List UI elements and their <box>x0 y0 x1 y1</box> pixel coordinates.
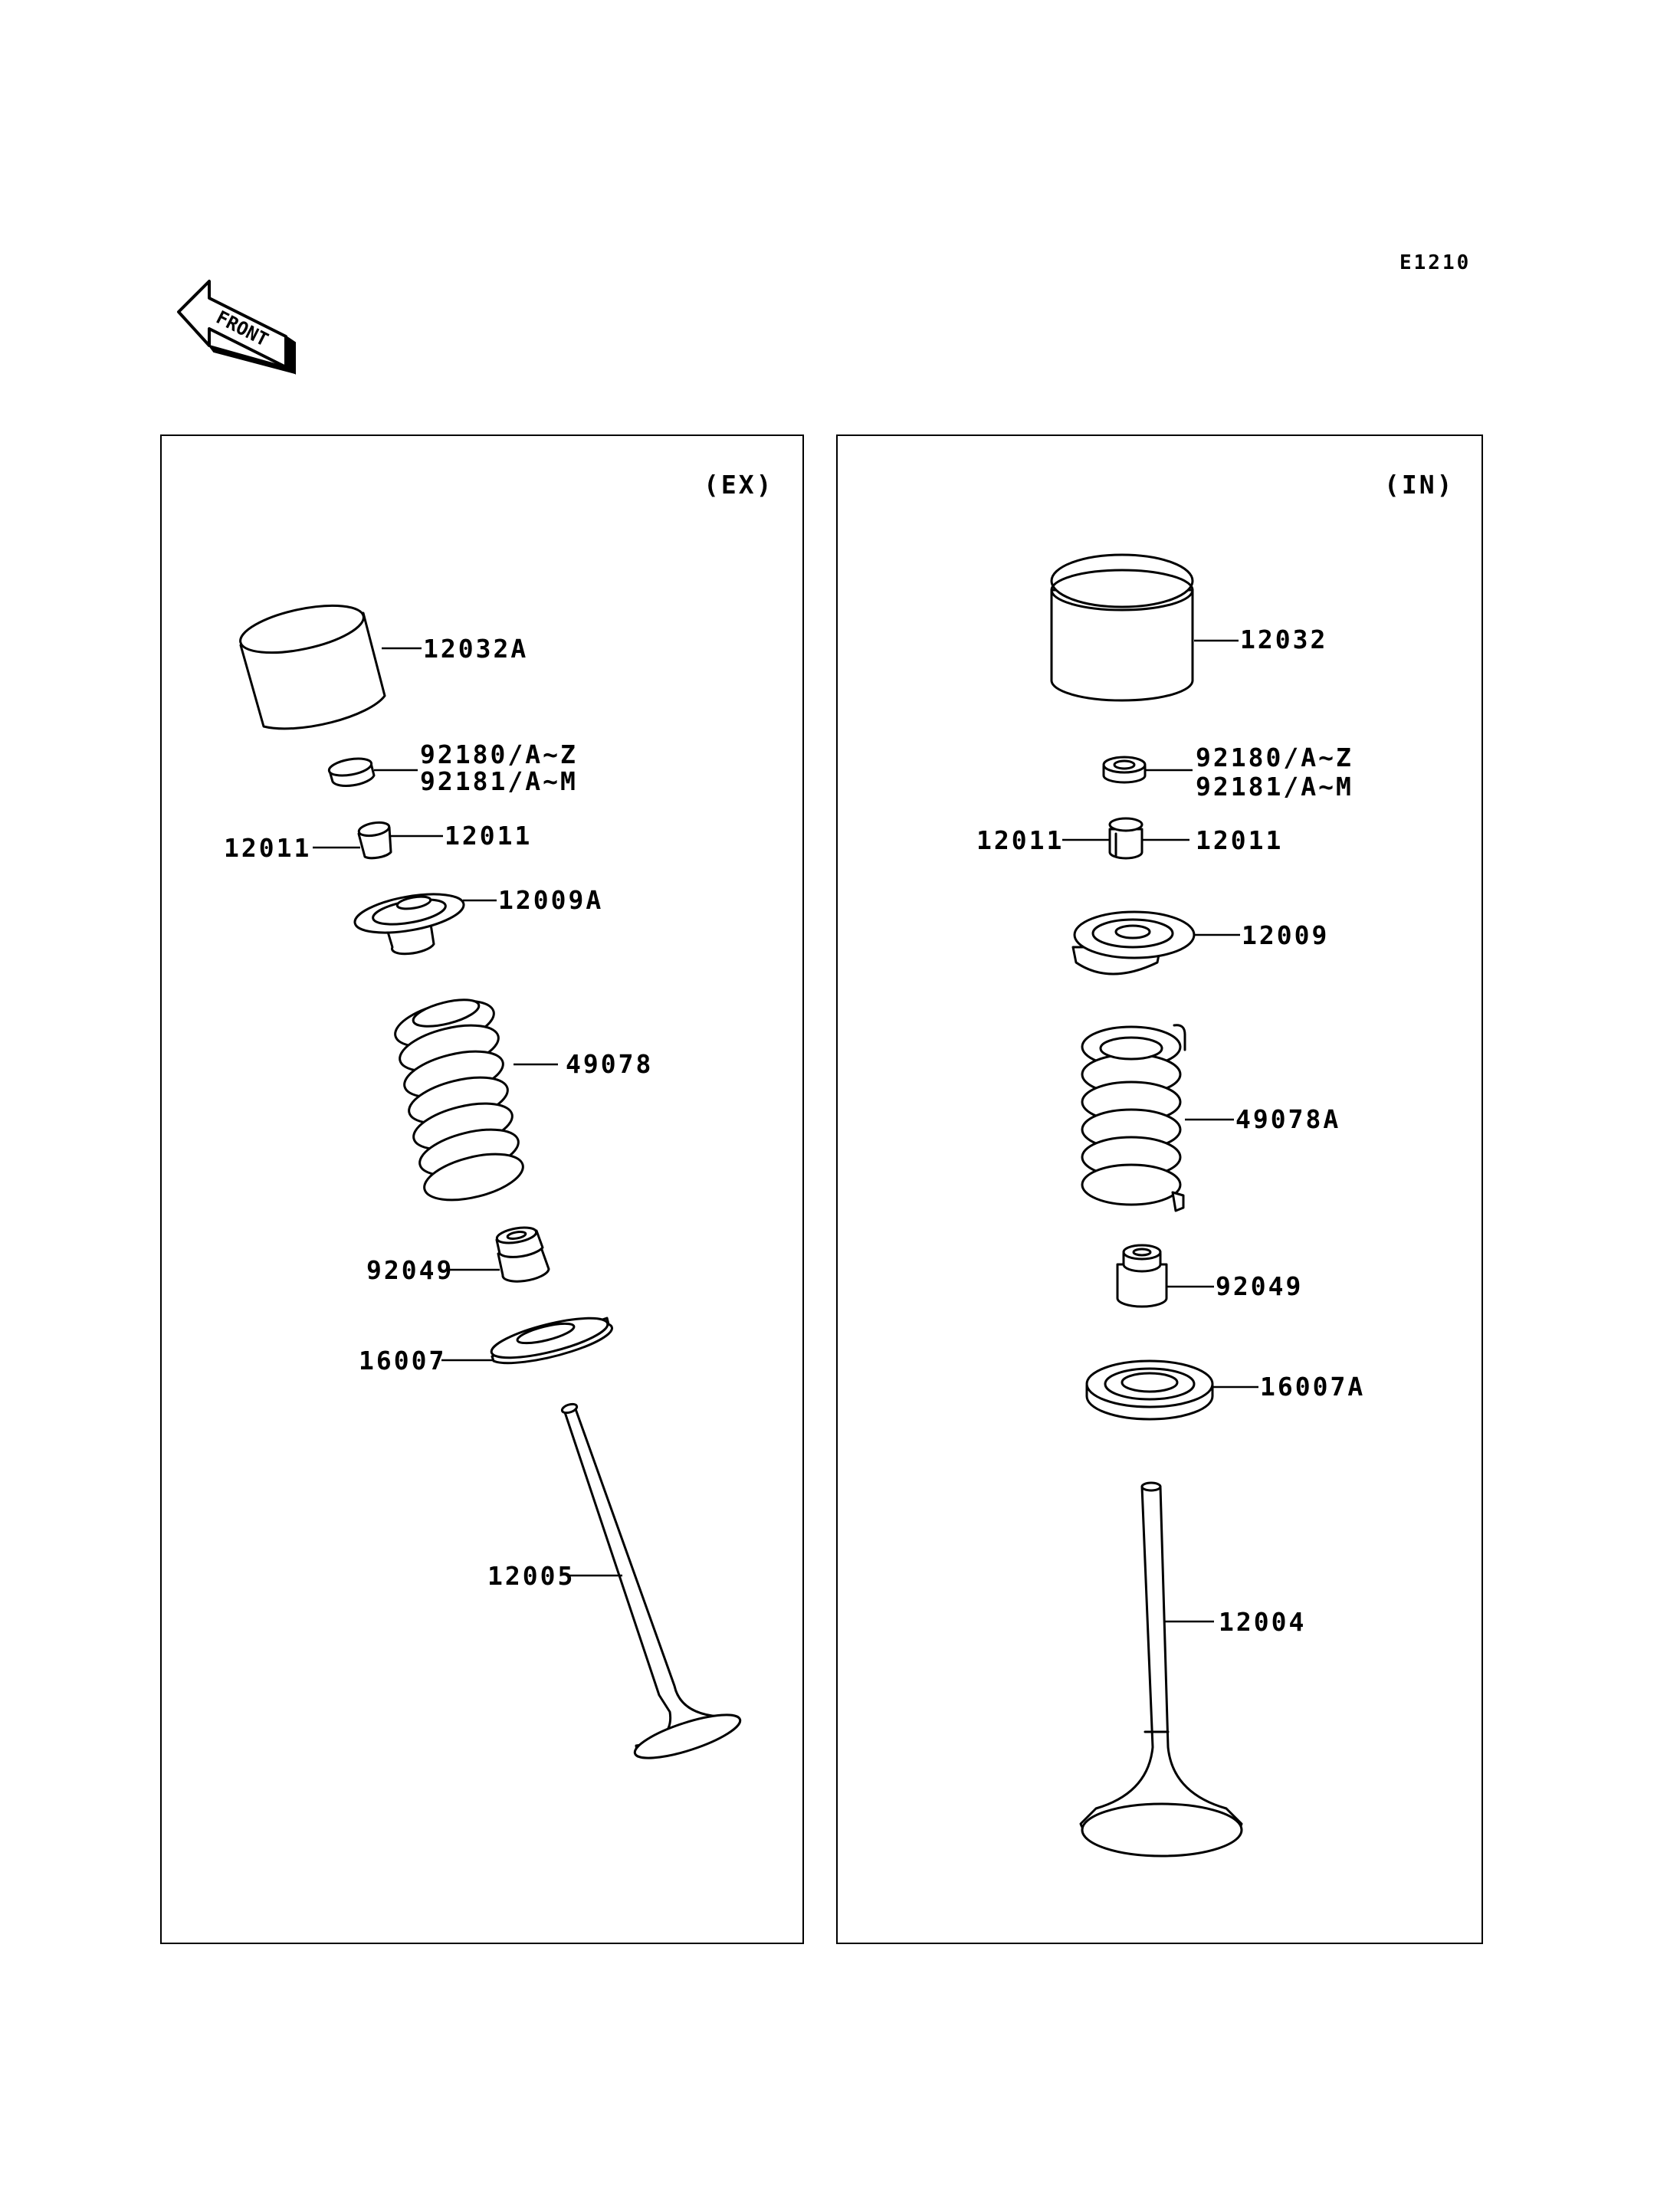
in-spring-drawing <box>1082 1025 1185 1211</box>
in-seat-drawing <box>1087 1361 1212 1419</box>
ex-label-spring: 49078 <box>566 1049 654 1079</box>
in-tappet-drawing <box>1052 555 1193 700</box>
ex-valve-drawing <box>561 1402 744 1766</box>
ex-label-shim-2: 92181/A~M <box>420 766 578 796</box>
in-label-seal: 92049 <box>1216 1271 1304 1301</box>
exhaust-panel-title: (EX) <box>704 470 774 500</box>
ex-label-cotter-right: 12011 <box>445 821 533 851</box>
ex-seat-drawing <box>488 1310 612 1366</box>
in-retainer-drawing <box>1073 912 1194 974</box>
in-shim-drawing <box>1104 757 1145 782</box>
in-label-cotter-right: 12011 <box>1196 825 1284 855</box>
ex-cotter-drawing <box>358 821 391 858</box>
intake-panel-title: (IN) <box>1384 470 1455 500</box>
in-label-shim-1: 92180/A~Z <box>1196 743 1354 772</box>
ex-label-seat: 16007 <box>359 1346 447 1376</box>
in-label-spring: 49078A <box>1235 1104 1341 1134</box>
ex-retainer-drawing <box>352 887 466 954</box>
in-seal-drawing <box>1117 1245 1166 1307</box>
in-valve-drawing <box>1081 1483 1242 1856</box>
ex-spring-drawing <box>391 992 528 1208</box>
ex-label-retainer: 12009A <box>498 885 604 915</box>
in-label-valve: 12004 <box>1219 1607 1307 1637</box>
ex-label-tappet: 12032A <box>423 634 529 664</box>
ex-label-shim-1: 92180/A~Z <box>420 739 578 769</box>
in-cotter-drawing <box>1110 818 1142 858</box>
in-label-retainer: 12009 <box>1242 920 1330 950</box>
ex-label-valve: 12005 <box>487 1561 576 1591</box>
in-label-cotter-left: 12011 <box>976 825 1065 855</box>
ex-seal-drawing <box>496 1225 549 1282</box>
diagram-id: E1210 <box>1399 251 1472 274</box>
ex-label-cotter-left: 12011 <box>224 833 312 863</box>
in-label-tappet: 12032 <box>1240 625 1328 654</box>
in-label-seat: 16007A <box>1260 1372 1366 1402</box>
in-label-shim-2: 92181/A~M <box>1196 772 1354 802</box>
ex-tappet-drawing <box>236 597 385 729</box>
ex-shim-drawing <box>328 756 374 785</box>
front-label: FRONT <box>212 306 272 351</box>
ex-label-seal: 92049 <box>366 1255 454 1285</box>
